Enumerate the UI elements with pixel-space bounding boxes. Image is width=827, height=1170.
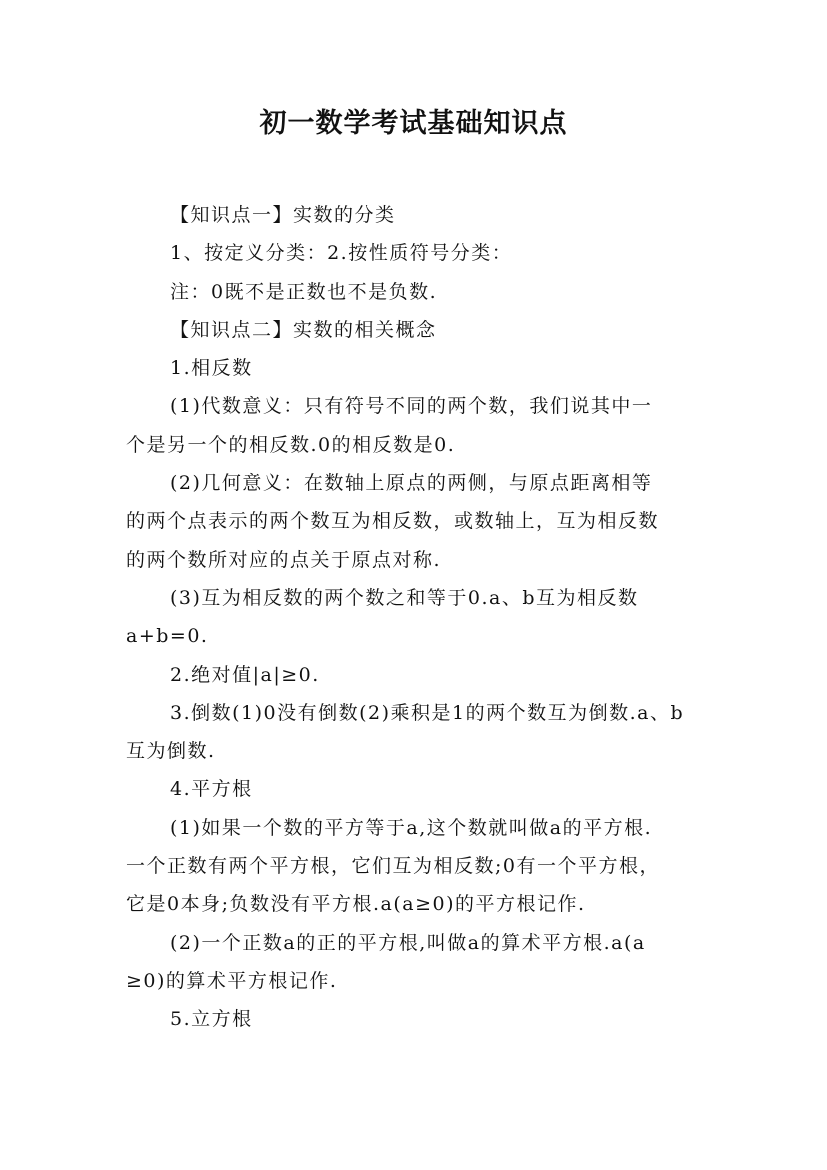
text-line: ≥0)的算术平方根记作. (126, 969, 338, 992)
text-line: 注：0既不是正数也不是负数. (170, 280, 438, 303)
text-line: 的两个数所对应的点关于原点对称. (126, 548, 442, 571)
text-line: (2)几何意义：在数轴上原点的两侧，与原点距离相等 (170, 472, 653, 495)
text-line: 【知识点二】实数的相关概念 (170, 318, 437, 341)
text-line: 1.相反数 (170, 357, 253, 380)
text-line: 4.平方根 (170, 778, 253, 801)
text-line: (1)如果一个数的平方等于a,这个数就叫做a的平方根. (170, 816, 653, 839)
text-line: (2)一个正数a的正的平方根,叫做a的算术平方根.a(a (170, 931, 646, 954)
text-line: (1)代数意义：只有符号不同的两个数，我们说其中一 (170, 395, 653, 418)
text-line: 一个正数有两个平方根，它们互为相反数;0有一个平方根， (126, 855, 660, 878)
text-line: 互为倒数. (126, 740, 216, 763)
text-line: a+b=0. (126, 625, 209, 648)
text-line: 【知识点一】实数的分类 (170, 204, 396, 226)
text-line: 个是另一个的相反数.0的相反数是0. (126, 433, 456, 456)
text-line: 3.倒数(1)0没有倒数(2)乘积是1的两个数互为倒数.a、b (170, 701, 685, 724)
document-body (126, 196, 726, 1039)
text-line: 5.立方根 (170, 1008, 253, 1031)
document-title: 初一数学考试基础知识点 (259, 108, 568, 139)
text-line: 2.绝对值|a|≥0. (170, 663, 320, 686)
text-line: 它是0本身;负数没有平方根.a(a≥0)的平方根记作. (126, 893, 586, 916)
text-line: 1、按定义分类：2.按性质符号分类： (170, 242, 513, 265)
text-line: 的两个点表示的两个数互为相反数，或数轴上，互为相反数 (126, 510, 660, 533)
text-line: (3)互为相反数的两个数之和等于0.a、b互为相反数 (170, 586, 639, 609)
